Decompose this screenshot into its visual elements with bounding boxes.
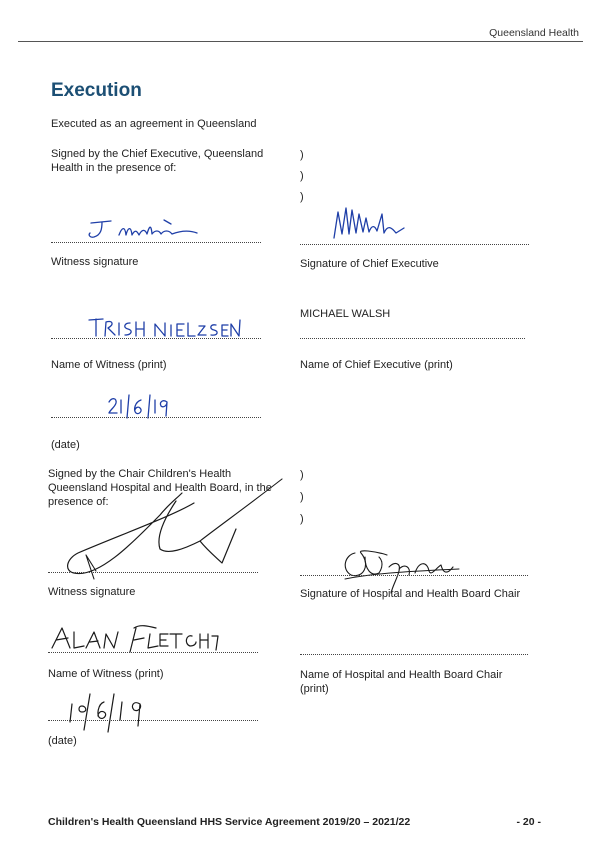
- block2-statement: Signed by the Chair Children's Health Queensland Hospital and Health Board, in the presence of:: [48, 468, 272, 508]
- witness-signature-2-label: Witness signature: [48, 586, 136, 598]
- witness-signature-2-image: [60, 475, 290, 585]
- page-number: - 20 -: [516, 816, 541, 828]
- header-org: Queensland Health: [489, 27, 579, 39]
- block1-paren-3: ): [300, 191, 304, 203]
- witness-signature-2-line: [48, 572, 258, 573]
- chair-signature-label: Signature of Hospital and Health Board Chair: [300, 588, 521, 600]
- date-1-line: [51, 417, 261, 418]
- block2-paren-3: ): [300, 513, 304, 525]
- chief-name-value: MICHAEL WALSH: [300, 308, 391, 320]
- block1-paren-1: ): [300, 149, 304, 161]
- header-rule: [18, 41, 583, 42]
- witness-name-1-line: [51, 338, 261, 339]
- witness-name-2-line: [48, 652, 258, 653]
- date-1-label: (date): [51, 439, 80, 451]
- date-1-handwriting: [105, 392, 175, 420]
- witness-name-1-label: Name of Witness (print): [51, 359, 167, 371]
- block1-statement: Signed by the Chief Executive, Queensland Health in the presence of:: [51, 148, 264, 174]
- chief-name-label: Name of Chief Executive (print): [300, 359, 453, 371]
- chair-name-line: [300, 654, 528, 655]
- witness-signature-1-label: Witness signature: [51, 256, 139, 268]
- chair-name-label: Name of Hospital and Health Board Chair (print): [300, 669, 503, 695]
- chief-signature-line: [300, 244, 529, 245]
- date-2-handwriting: [60, 692, 160, 736]
- chief-name-line: [300, 338, 525, 339]
- page-title: Execution: [51, 80, 142, 101]
- witness-signature-1-line: [51, 242, 261, 243]
- footer-text: Children's Health Queensland HHS Service Agreement 2019/20 – 2021/22: [48, 816, 411, 828]
- block1-paren-2: ): [300, 170, 304, 182]
- block2-paren-2: ): [300, 491, 304, 503]
- witness-signature-1-image: [85, 215, 235, 245]
- date-2-label: (date): [48, 735, 77, 747]
- chief-signature-image: [330, 200, 410, 245]
- date-2-line: [48, 720, 258, 721]
- witness-name-2-handwriting: [50, 622, 220, 656]
- chair-signature-line: [300, 575, 528, 576]
- intro-text: Executed as an agreement in Queensland: [51, 118, 257, 130]
- chief-signature-label: Signature of Chief Executive: [300, 258, 439, 270]
- witness-name-2-label: Name of Witness (print): [48, 668, 164, 680]
- block2-paren-1: ): [300, 469, 304, 481]
